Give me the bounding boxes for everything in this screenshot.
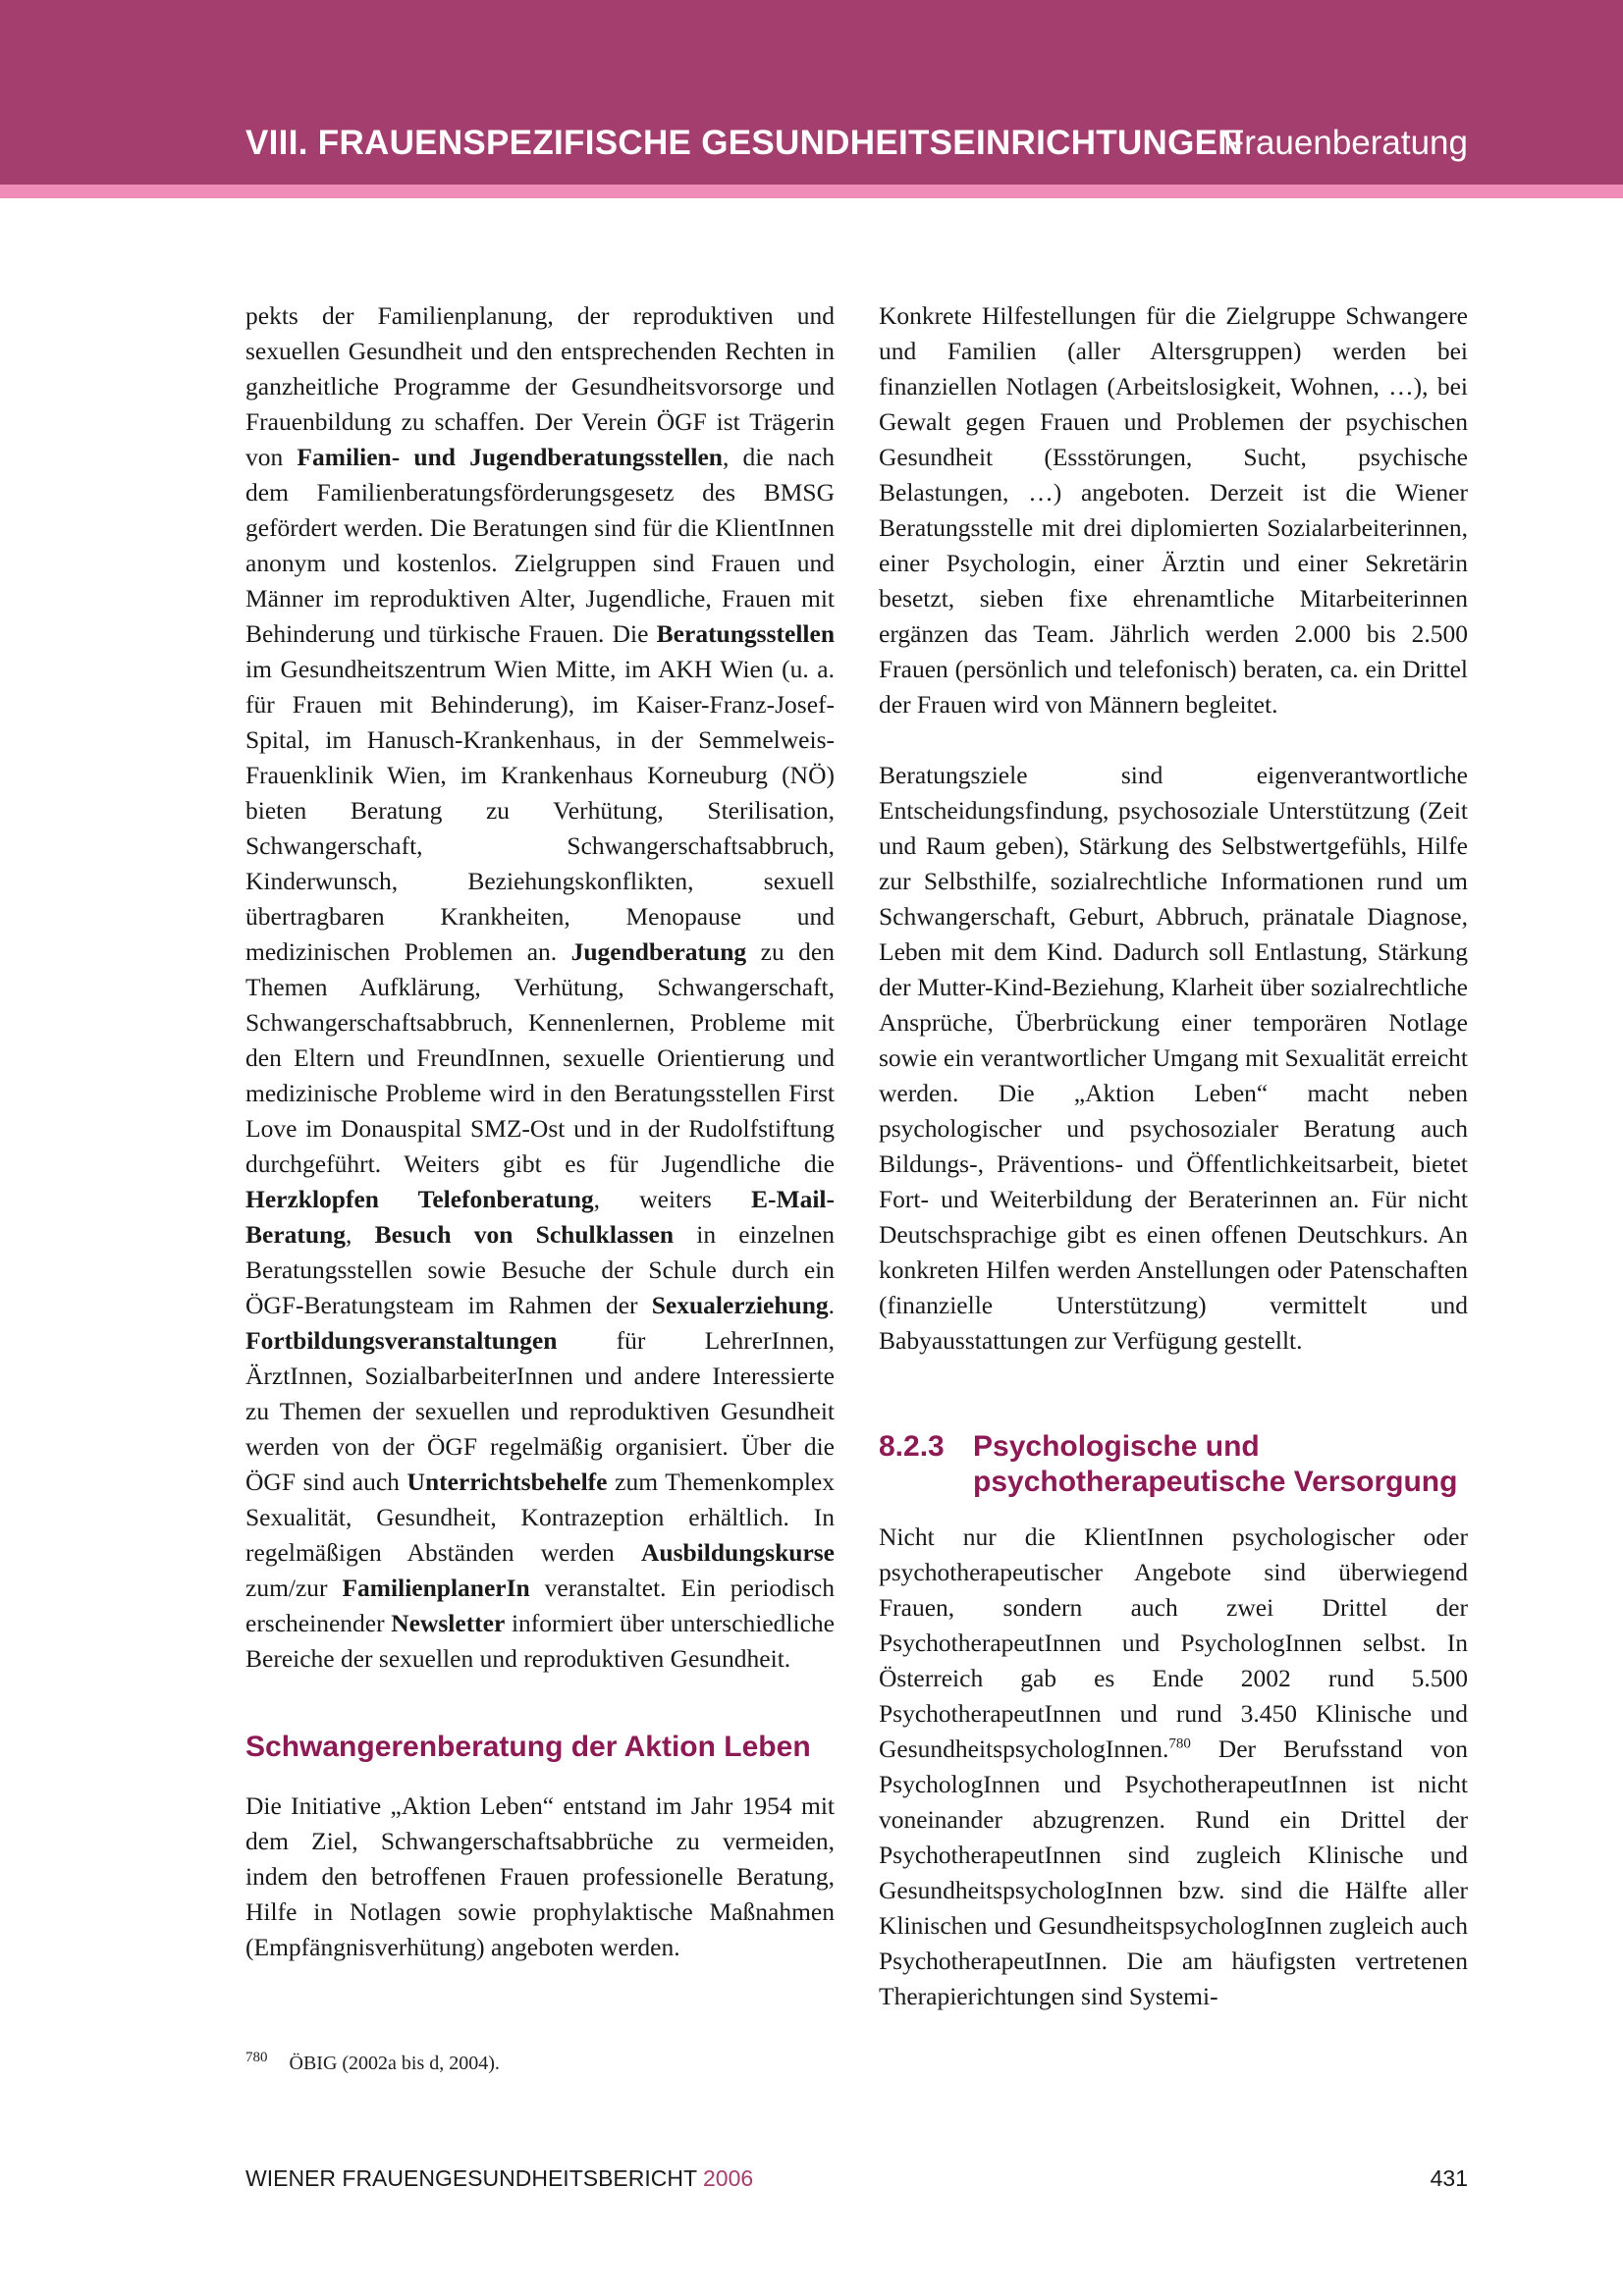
paragraph-text-after-ref: Der Berufsstand von PsychologInnen und PsychotherapeutInnen ist nicht voneinander abzugrenzen. Rund ein Drittel der PsychotherapeutInnen sind zugleich Klinische und GesundheitspsychologInnen bzw. sind die Hälfte aller Klinischen und GesundheitspsychologInnen zugleich auch PsychotherapeutInnen. Die am häufigsten vertretenen Therapierichtungen sind Systemi-	[879, 1735, 1468, 2010]
right-paragraph-hilfestellungen: Konkrete Hilfestellungen für die Zielgruppe Schwangere und Familien (aller Altersgruppen) werden bei finanziellen Notlagen (Arbeitslosigkeit, Wohnen, …), bei Gewalt gegen Frauen und Problemen der psychischen Gesundheit (Essstörungen, Sucht, psychische Belastungen, …) angeboten. Derzeit ist die Wiener Beratungsstelle mit drei diplomierten Sozialarbeiterinnen, einer Psychologin, einer Ärztin und einer Sekretärin besetzt, sieben fixe ehrenamtliche Mitarbeiterinnen ergänzen das Team. Jährlich werden 2.000 bis 2.500 Frauen (persönlich und telefonisch) beraten, ca. ein Drittel der Frauen wird von Männern begleitet.	[879, 301, 1468, 719]
text-run: veranstaltet. Ein periodisch erscheinender	[245, 1574, 835, 1637]
bold-term: Newsletter	[391, 1609, 506, 1637]
text-run: zu den Themen Aufklärung, Verhütung, Schwangerschaft, Schwangerschaftsabbruch, Kennenlernen, Probleme mit den Eltern und FreundInnen, sexuelle Orientierung und medizinische Probleme wird in den Beratungsstellen First Love im Donauspital SMZ-Ost und in der Rudolfstiftung durchgeführt. Weiters gibt es für Jugendliche die	[245, 937, 835, 1178]
right-paragraph-beratungsziele: Beratungsziele sind eigenverantwortliche Entscheidungsfindung, psychosoziale Unterstützung (Zeit und Raum geben), Stärkung des Selbstwertgefühls, Hilfe zur Selbsthilfe, sozialrechtliche Informationen rund um Schwangerschaft, Geburt, Abbruch, pränatale Diagnose, Leben mit dem Kind. Dadurch soll Entlastung, Stärkung der Mutter-Kind-Beziehung, Klarheit über sozialrechtliche Ansprüche, Überbrückung einer temporären Notlage sowie ein verantwortlicher Umgang mit Sexualität erreicht werden. Die „Aktion Leben“ macht neben psychologischer und psychosozialer Beratung auch Bildungs-, Präventions- und Öffentlichkeitsarbeit, bietet Fort- und Weiterbildung der Beraterinnen an. Für nicht Deutschsprachige gibt es einen offenen Deutschkurs. An konkreten Hilfen werden Anstellungen oder Patenschaften (finanzielle Unterstützung) vermittelt und Babyausstattungen zur Verfügung gestellt.	[879, 761, 1468, 1355]
paragraph-text-before-ref: Nicht nur die KlientInnen psychologischer oder psychotherapeutischer Angebote sind überwiegend Frauen, sondern auch zwei Drittel der PsychotherapeutInnen und PsychologInnen selbst. In Österreich gab es Ende 2002 rund 5.500 PsychotherapeutInnen und rund 3.450 Klinische und GesundheitspsychologInnen.	[879, 1522, 1468, 1763]
footnote-reference[interactable]: 780	[1168, 1735, 1191, 1752]
text-run: informiert über unterschiedliche Bereiche der sexuellen und reproduktiven Gesundheit.	[245, 1609, 835, 1673]
page-number: 431	[1430, 2165, 1468, 2191]
chapter-title: VIII. FRAUENSPEZIFISCHE GESUNDHEITSEINRICHTUNGEN	[245, 124, 1243, 162]
heading-psychologische-versorgung	[879, 1429, 1468, 1500]
heading-schwangerenberatung: Schwangerenberatung der Aktion Leben	[245, 1731, 811, 1763]
text-run: , die nach dem Familienberatungsförderungsgesetz des BMSG gefördert werden. Die Beratungen sind für die KlientInnen anonym und kostenlos. Zielgruppen sind Frauen und Männer im reproduktiven Alter, Jugendliche, Frauen mit Behinderung und türkische Frauen. Die	[245, 443, 835, 648]
bold-term: Ausbildungskurse	[640, 1538, 835, 1567]
left-paragraph-aktion-leben: Die Initiative „Aktion Leben“ entstand im Jahr 1954 mit dem Ziel, Schwangerschaftsabbrüche zu vermeiden, indem den betroffenen Frauen professionelle Beratung, Hilfe in Notlagen sowie prophylaktische Maßnahmen (Empfängnisverhütung) angeboten werden.	[245, 1791, 835, 1961]
bold-term: Unterrichtsbehelfe	[406, 1468, 608, 1496]
bold-term: Familien- und Jugendberatungsstellen	[297, 443, 723, 471]
footer-year: 2006	[703, 2165, 754, 2191]
bold-term: FamilienplanerIn	[342, 1574, 530, 1602]
footer-report-title	[245, 2165, 753, 2192]
bold-term: Jugendberatung	[570, 937, 747, 966]
left-paragraph-familienberatung	[245, 298, 835, 1677]
footnote-text: ÖBIG (2002a bis d, 2004).	[289, 2053, 500, 2074]
text-run: .	[828, 1291, 835, 1319]
footnote-number: 780	[245, 2050, 268, 2065]
bold-term: Sexualerziehung	[651, 1291, 829, 1319]
right-column	[879, 298, 1468, 2014]
text-run: für LehrerInnen, ÄrztInnen, SozialbarbeiterInnen und andere Interessierte zu Themen der sexuellen und reproduktiven Gesundheit werden von der ÖGF regelmäßig organisiert. Über die ÖGF sind auch	[245, 1326, 835, 1496]
bold-term: E-Mail-Beratung	[245, 1185, 835, 1249]
section-title: Frauenberatung	[1222, 124, 1468, 162]
bold-term: Herzklopfen Telefonberatung	[245, 1185, 594, 1213]
text-run: im Gesundheitszentrum Wien Mitte, im AKH Wien (u. a. für Frauen mit Behinderung), im Kaiser-Franz-Josef-Spital, im Hanusch-Krankenhaus, in der Semmelweis-Frauenklinik Wien, im Krankenhaus Korneuburg (NÖ) bieten Beratung zu Verhütung, Sterilisation, Schwangerschaft, Schwangerschaftsabbruch, Kinderwunsch, Beziehungskonflikten, sexuell übertragbaren Krankheiten, Menopause und medizinischen Problemen an.	[245, 655, 835, 966]
bold-term: Beratungsstellen	[656, 619, 835, 648]
text-run: ,	[346, 1220, 375, 1249]
heading-text: Psychologische und psychotherapeutische Versorgung	[973, 1430, 1458, 1498]
text-run: , weiters	[593, 1185, 752, 1213]
text-run: in einzelnen Beratungsstellen sowie Besuche der Schule durch ein ÖGF-Beratungsteam im Rahmen der	[245, 1220, 835, 1319]
text-run: pekts der Familienplanung, der reproduktiven und sexuellen Gesundheit und den entsprechenden Rechten in ganzheitliche Programme der Gesundheitsvorsorge und Frauenbildung zu schaffen. Der Verein ÖGF ist Trägerin von	[245, 301, 835, 471]
bold-term: Besuch von Schulklassen	[374, 1220, 674, 1249]
text-run: zum Themenkomplex Sexualität, Gesundheit, Kontrazeption erhältlich. In regelmäßigen Abständen werden	[245, 1468, 835, 1567]
bold-term: Fortbildungsveranstaltungen	[245, 1326, 558, 1355]
left-column	[245, 298, 835, 1965]
header-stripe	[0, 185, 1623, 198]
footer-report-name: WIENER FRAUENGESUNDHEITSBERICHT	[245, 2165, 697, 2191]
footnote	[245, 2050, 500, 2075]
text-run: zum/zur	[245, 1574, 343, 1602]
right-paragraph-psychotherapie	[879, 1520, 1468, 2014]
header-band	[0, 0, 1623, 185]
heading-number: 8.2.3	[879, 1430, 945, 1463]
